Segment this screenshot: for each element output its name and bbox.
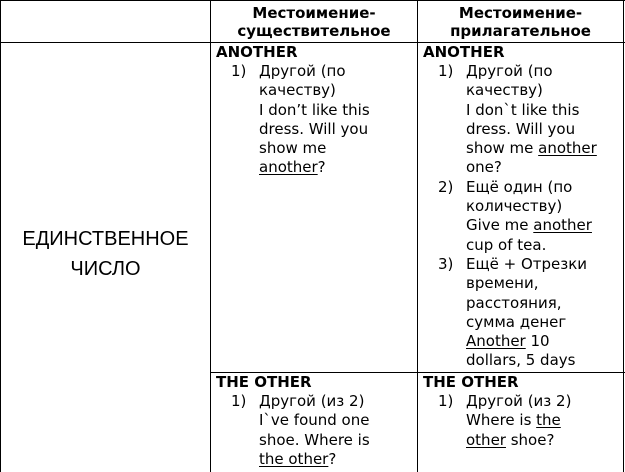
item-number: 1)	[438, 62, 454, 80]
row-label-singular	[1, 224, 210, 284]
text-span: Where is	[466, 411, 537, 430]
item-line	[259, 450, 417, 469]
item-line: Другой (по	[466, 62, 553, 80]
row-label-line1: ЕДИНСТВЕННОЕ	[22, 228, 189, 250]
list-item	[211, 392, 417, 469]
item-line: Ещё + Отрезки	[466, 254, 588, 273]
item-line: I don’t like this	[259, 100, 370, 119]
underlined-word: other	[466, 430, 506, 449]
item-line	[466, 139, 623, 158]
item-number: 3)	[438, 254, 454, 273]
section-title-the-other: THE OTHER	[216, 373, 312, 391]
text-span: show me	[466, 139, 539, 158]
underlined-word: another	[533, 216, 592, 235]
item-line: Ещё один (по	[466, 177, 573, 196]
item-line: shoe. Where is	[259, 430, 370, 449]
table-border-top	[0, 0, 625, 1]
header-noun-line1: Местоимение-	[252, 4, 376, 22]
header-noun-line2: существительное	[237, 22, 391, 40]
list-item	[418, 255, 623, 371]
list-other-adj	[418, 392, 623, 450]
item-line: сумма денег	[466, 312, 567, 331]
header-adj-line1: Местоимение-	[458, 4, 583, 22]
item-line: dress. Will you	[466, 119, 576, 138]
item-number: 1)	[231, 62, 247, 80]
header-noun-pronoun	[211, 4, 417, 40]
item-line	[466, 411, 623, 430]
item-line: расстояния,	[466, 293, 562, 312]
list-another-adj	[418, 62, 623, 371]
section-title-another: ANOTHER	[216, 43, 298, 61]
list-item	[418, 392, 623, 450]
item-line: Другой (из 2)	[466, 392, 572, 410]
punctuation: ?	[328, 449, 337, 468]
item-line	[466, 332, 623, 351]
underlined-word: the other	[259, 449, 329, 468]
cell-another-noun	[211, 43, 417, 178]
item-line: I`ve found one	[259, 411, 370, 430]
underlined-word: another	[259, 158, 318, 177]
text-span: shoe?	[505, 430, 555, 449]
cell-other-adj	[418, 373, 623, 450]
item-line: one?	[466, 158, 502, 177]
item-number: 1)	[231, 392, 247, 410]
header-adj-pronoun	[418, 4, 623, 40]
item-line	[466, 216, 623, 235]
item-line: I don`t like this	[466, 100, 580, 119]
cell-another-adj	[418, 43, 623, 371]
item-line: dress. Will you	[259, 119, 369, 138]
item-line	[466, 431, 623, 450]
underlined-word: another	[538, 139, 597, 158]
list-item	[211, 62, 417, 178]
item-line: количеству)	[466, 197, 563, 216]
underlined-word: Another	[466, 332, 526, 351]
punctuation: ?	[317, 158, 326, 177]
list-item	[418, 178, 623, 255]
table-border-right	[623, 0, 624, 472]
item-line: show me	[259, 139, 327, 158]
list-other-noun	[211, 392, 417, 469]
list-item	[418, 62, 623, 178]
list-another-noun	[211, 62, 417, 178]
underlined-word: the	[536, 411, 561, 430]
item-line: cup of tea.	[466, 235, 547, 254]
item-number: 1)	[438, 392, 454, 410]
item-line: качеству)	[466, 81, 543, 100]
item-number: 2)	[438, 177, 454, 196]
text-span: 10	[525, 332, 550, 351]
item-line: Другой (по	[259, 62, 346, 80]
item-line: времени,	[466, 274, 539, 293]
item-line: качеству)	[259, 81, 336, 100]
item-line: Другой (из 2)	[259, 392, 365, 410]
header-adj-line2: прилагательное	[450, 22, 591, 40]
item-line: dollars, 5 days	[466, 351, 576, 370]
cell-other-noun	[211, 373, 417, 469]
section-title-the-other: THE OTHER	[423, 373, 519, 391]
row-label-line2: ЧИСЛО	[70, 258, 141, 280]
text-span: Give me	[466, 216, 534, 235]
item-line	[259, 158, 417, 177]
section-title-another: ANOTHER	[423, 43, 505, 61]
